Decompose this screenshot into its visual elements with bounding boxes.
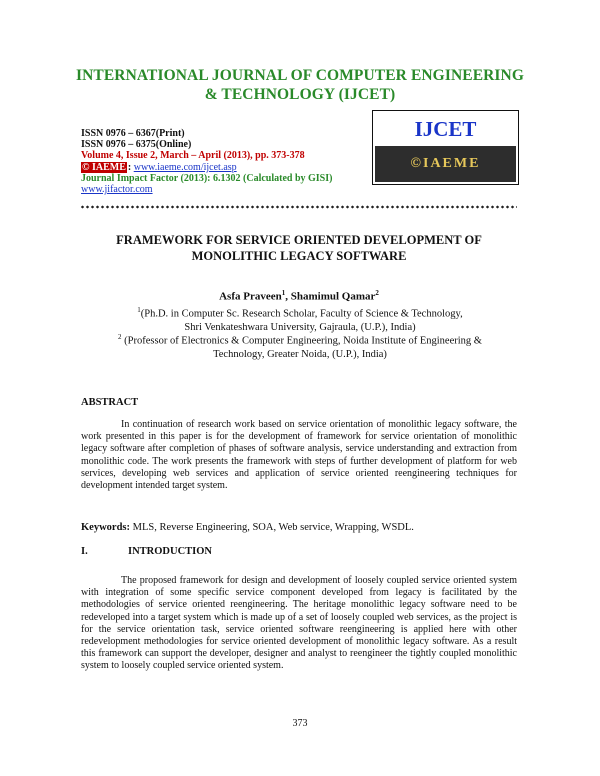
author-affil-sup: 1 xyxy=(281,289,286,297)
impact-factor: Journal Impact Factor (2013): 6.1302 (Calculated by GISI) xyxy=(81,172,333,184)
section-title: INTRODUCTION xyxy=(128,546,213,557)
affiliation-1 xyxy=(100,304,500,335)
affil-line: (Ph.D. in Computer Sc. Research Scholar, Faculty of Science & Technology, xyxy=(140,308,463,320)
author-affil-sup: 2 xyxy=(375,289,379,297)
journal-info-block xyxy=(81,128,332,195)
paper-title-line1: FRAMEWORK FOR SERVICE ORIENTED DEVELOPMENT OF xyxy=(116,233,482,247)
iaeme-separator: : xyxy=(127,161,132,173)
affiliation-2 xyxy=(100,331,500,362)
author-name: Shamimul Qamar xyxy=(290,290,376,303)
issn-online: ISSN 0976 – 6375(Online) xyxy=(81,139,192,151)
keywords-text: MLS, Reverse Engineering, SOA, Web service, Wrapping, WSDL. xyxy=(130,522,414,533)
introduction-text: The proposed framework for design and development of loosely coupled service oriented system with integration of some specific service component developed from legacy is facilitated by the methodologies of service oriented reengineering. The heritage monolithic legacy software need to be redeveloped into a target system which is made up of a set of loosely coupled web services, as the project is for the service orientation task, service oriented software reengineering is applied here with other redevelopment methodologies for service oriented development of monolithic legacy software. As a result this framework can support the developer, designer and analyst to reengineer the tightly coupled monolithic system to loosely coupled service oriented system. xyxy=(81,575,517,672)
section-number: I. xyxy=(81,546,88,557)
affil-line: (Professor of Electronics & Computer Engineering, Noida Institute of Engineering & xyxy=(121,335,482,347)
affil-line: Technology, Greater Noida, (U.P.), India) xyxy=(213,349,387,360)
issn-print: ISSN 0976 – 6367(Print) xyxy=(81,128,185,139)
affil-line: Shri Venkateshwara University, Gajraula, (U.P.), India) xyxy=(184,322,416,333)
dotted-divider xyxy=(80,205,517,209)
keywords-label: Keywords: xyxy=(81,522,130,533)
journal-title xyxy=(40,66,560,104)
journal-title-line1: INTERNATIONAL JOURNAL OF COMPUTER ENGINEERING xyxy=(75,67,525,84)
paper-title xyxy=(81,232,517,264)
paper-title-line2: MONOLITHIC LEGACY SOFTWARE xyxy=(191,249,407,263)
iaeme-logo-text: ©IAEME xyxy=(375,146,516,182)
affil-sup: 2 xyxy=(118,333,122,341)
ijcet-logo-text: IJCET xyxy=(414,117,477,141)
journal-title-line2: & TECHNOLOGY (IJCET) xyxy=(204,86,396,103)
iaeme-url-line xyxy=(81,162,332,173)
author-list xyxy=(81,289,517,303)
author-name: Asfa Praveen xyxy=(219,290,282,303)
page-number: 373 xyxy=(292,718,308,729)
abstract-heading: ABSTRACT xyxy=(81,397,139,408)
jifactor-link[interactable]: www.jifactor.com xyxy=(81,184,153,196)
ijcet-logo xyxy=(372,110,519,185)
author-separator: , xyxy=(285,290,291,303)
volume-info: Volume 4, Issue 2, March – April (2013), pp. 373-378 xyxy=(81,150,305,162)
iaeme-badge: © IAEME xyxy=(82,161,126,173)
abstract-text: In continuation of research work based on service orientation of monolithic legacy software, the work presented in this paper is for the development of framework for service orientation of monolithic legacy software after completion of phases of software analysis, service understanding and extraction from monolithic code. The work presents the framework with steps of further development of platform for web services, developing web services and application of service oriented reengineering techniques for development intended target system. xyxy=(81,419,517,492)
keywords xyxy=(81,522,517,533)
journal-url-link[interactable]: www.iaeme.com/ijcet.asp xyxy=(133,161,237,173)
affil-sup: 1 xyxy=(137,306,141,314)
